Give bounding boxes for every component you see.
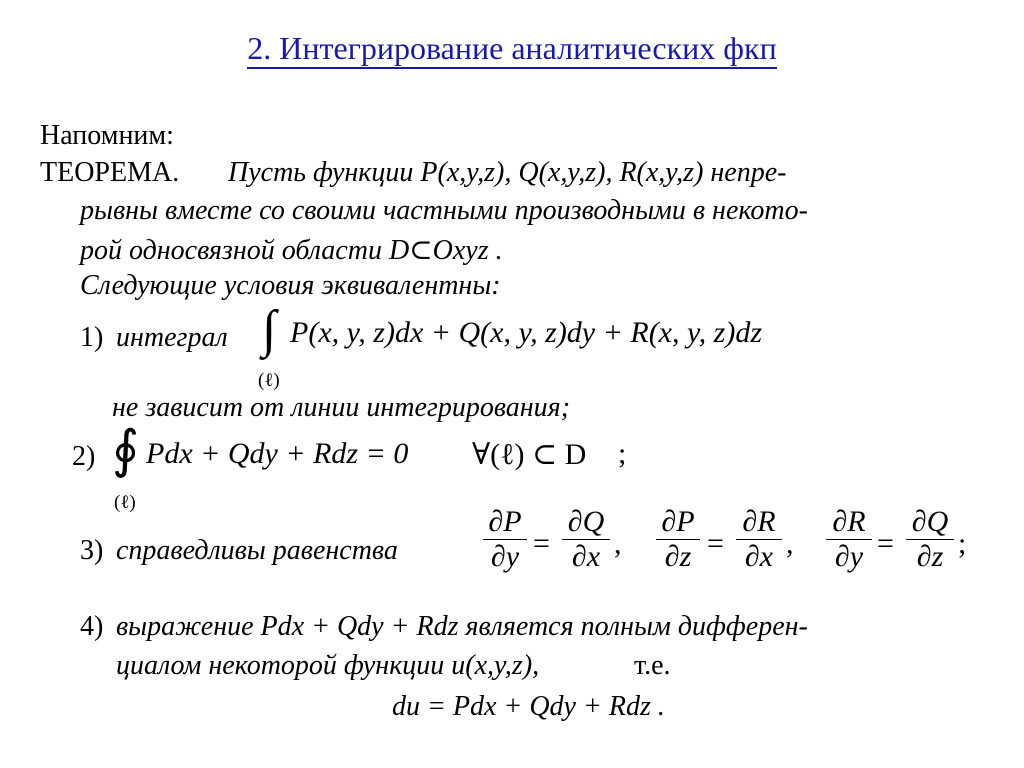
- fraction-dR-dx: [736, 505, 782, 574]
- fraction-numerator: ∂R: [736, 505, 782, 540]
- cond2-forall: ∀(ℓ) ⊂ D: [472, 438, 587, 471]
- cond3-text: справедливы равенства: [116, 535, 398, 566]
- fraction-dP-dy: [483, 505, 527, 574]
- equals-sign: =: [707, 527, 724, 560]
- theorem-line-4: Следующие условия эквивалентны:: [80, 270, 501, 301]
- separator: ,: [786, 527, 794, 560]
- cond2-number: 2): [72, 441, 96, 472]
- fraction-dQ-dz: [906, 505, 954, 574]
- fraction-denominator: ∂z: [664, 540, 692, 573]
- remind-label: Напомним:: [40, 120, 174, 151]
- equals-sign: =: [533, 527, 550, 560]
- fraction-numerator: ∂P: [656, 505, 700, 540]
- cond2-limit: (ℓ): [114, 492, 136, 513]
- separator: ,: [614, 527, 622, 560]
- equals-sign: =: [877, 527, 894, 560]
- fraction-numerator: ∂R: [826, 505, 872, 540]
- cond1-continuation: не зависит от линии интегрирования;: [112, 392, 571, 423]
- fraction-numerator: ∂P: [483, 505, 527, 540]
- cond2-end: ;: [618, 437, 627, 470]
- fraction-denominator: ∂x: [571, 540, 601, 573]
- fraction-dR-dy: [826, 505, 872, 574]
- slide-title: [0, 30, 1024, 67]
- fraction-denominator: ∂x: [744, 540, 774, 573]
- fraction-denominator: ∂y: [834, 540, 864, 573]
- cond4-line-1: выражение Pdx + Qdy + Rdz является полным дифферен-: [116, 611, 808, 642]
- fraction-denominator: ∂z: [916, 540, 944, 573]
- fraction-dQ-dx: [562, 505, 610, 574]
- theorem-line-3: рой односвязной области D⊂Oxyz .: [80, 235, 503, 266]
- integral-sign: ∫: [262, 301, 277, 358]
- separator: ;: [958, 527, 967, 560]
- theorem-label: ТЕОРЕМА.: [40, 157, 180, 188]
- cond4-line-2-tail: т.е.: [634, 650, 671, 681]
- cond4-line-2: циалом некоторой функции u(x,y,z),: [116, 650, 540, 681]
- fraction-dP-dz: [656, 505, 700, 574]
- fraction-numerator: ∂Q: [562, 505, 610, 540]
- fraction-numerator: ∂Q: [906, 505, 954, 540]
- theorem-line-1: Пусть функции P(x,y,z), Q(x,y,z), R(x,y,z) непре-: [228, 157, 787, 188]
- cond4-number: 4): [80, 611, 104, 642]
- cond3-number: 3): [80, 535, 104, 566]
- cond1-limit: (ℓ): [258, 370, 280, 391]
- cond1-word: интеграл: [116, 322, 228, 353]
- cond1-integrand: P(x, y, z)dx + Q(x, y, z)dy + R(x, y, z)dz: [290, 316, 763, 349]
- theorem-line-2: рывны вместе со своими частными производными в некото-: [80, 195, 808, 226]
- contour-integral-sign: ∮: [112, 422, 140, 479]
- cond1-number: 1): [80, 322, 104, 353]
- cond4-formula: du = Pdx + Qdy + Rdz .: [392, 691, 665, 722]
- cond2-expression: Pdx + Qdy + Rdz = 0: [146, 437, 409, 470]
- slide-title-text: 2. Интегрирование аналитических фкп: [247, 30, 776, 69]
- fraction-denominator: ∂y: [490, 540, 520, 573]
